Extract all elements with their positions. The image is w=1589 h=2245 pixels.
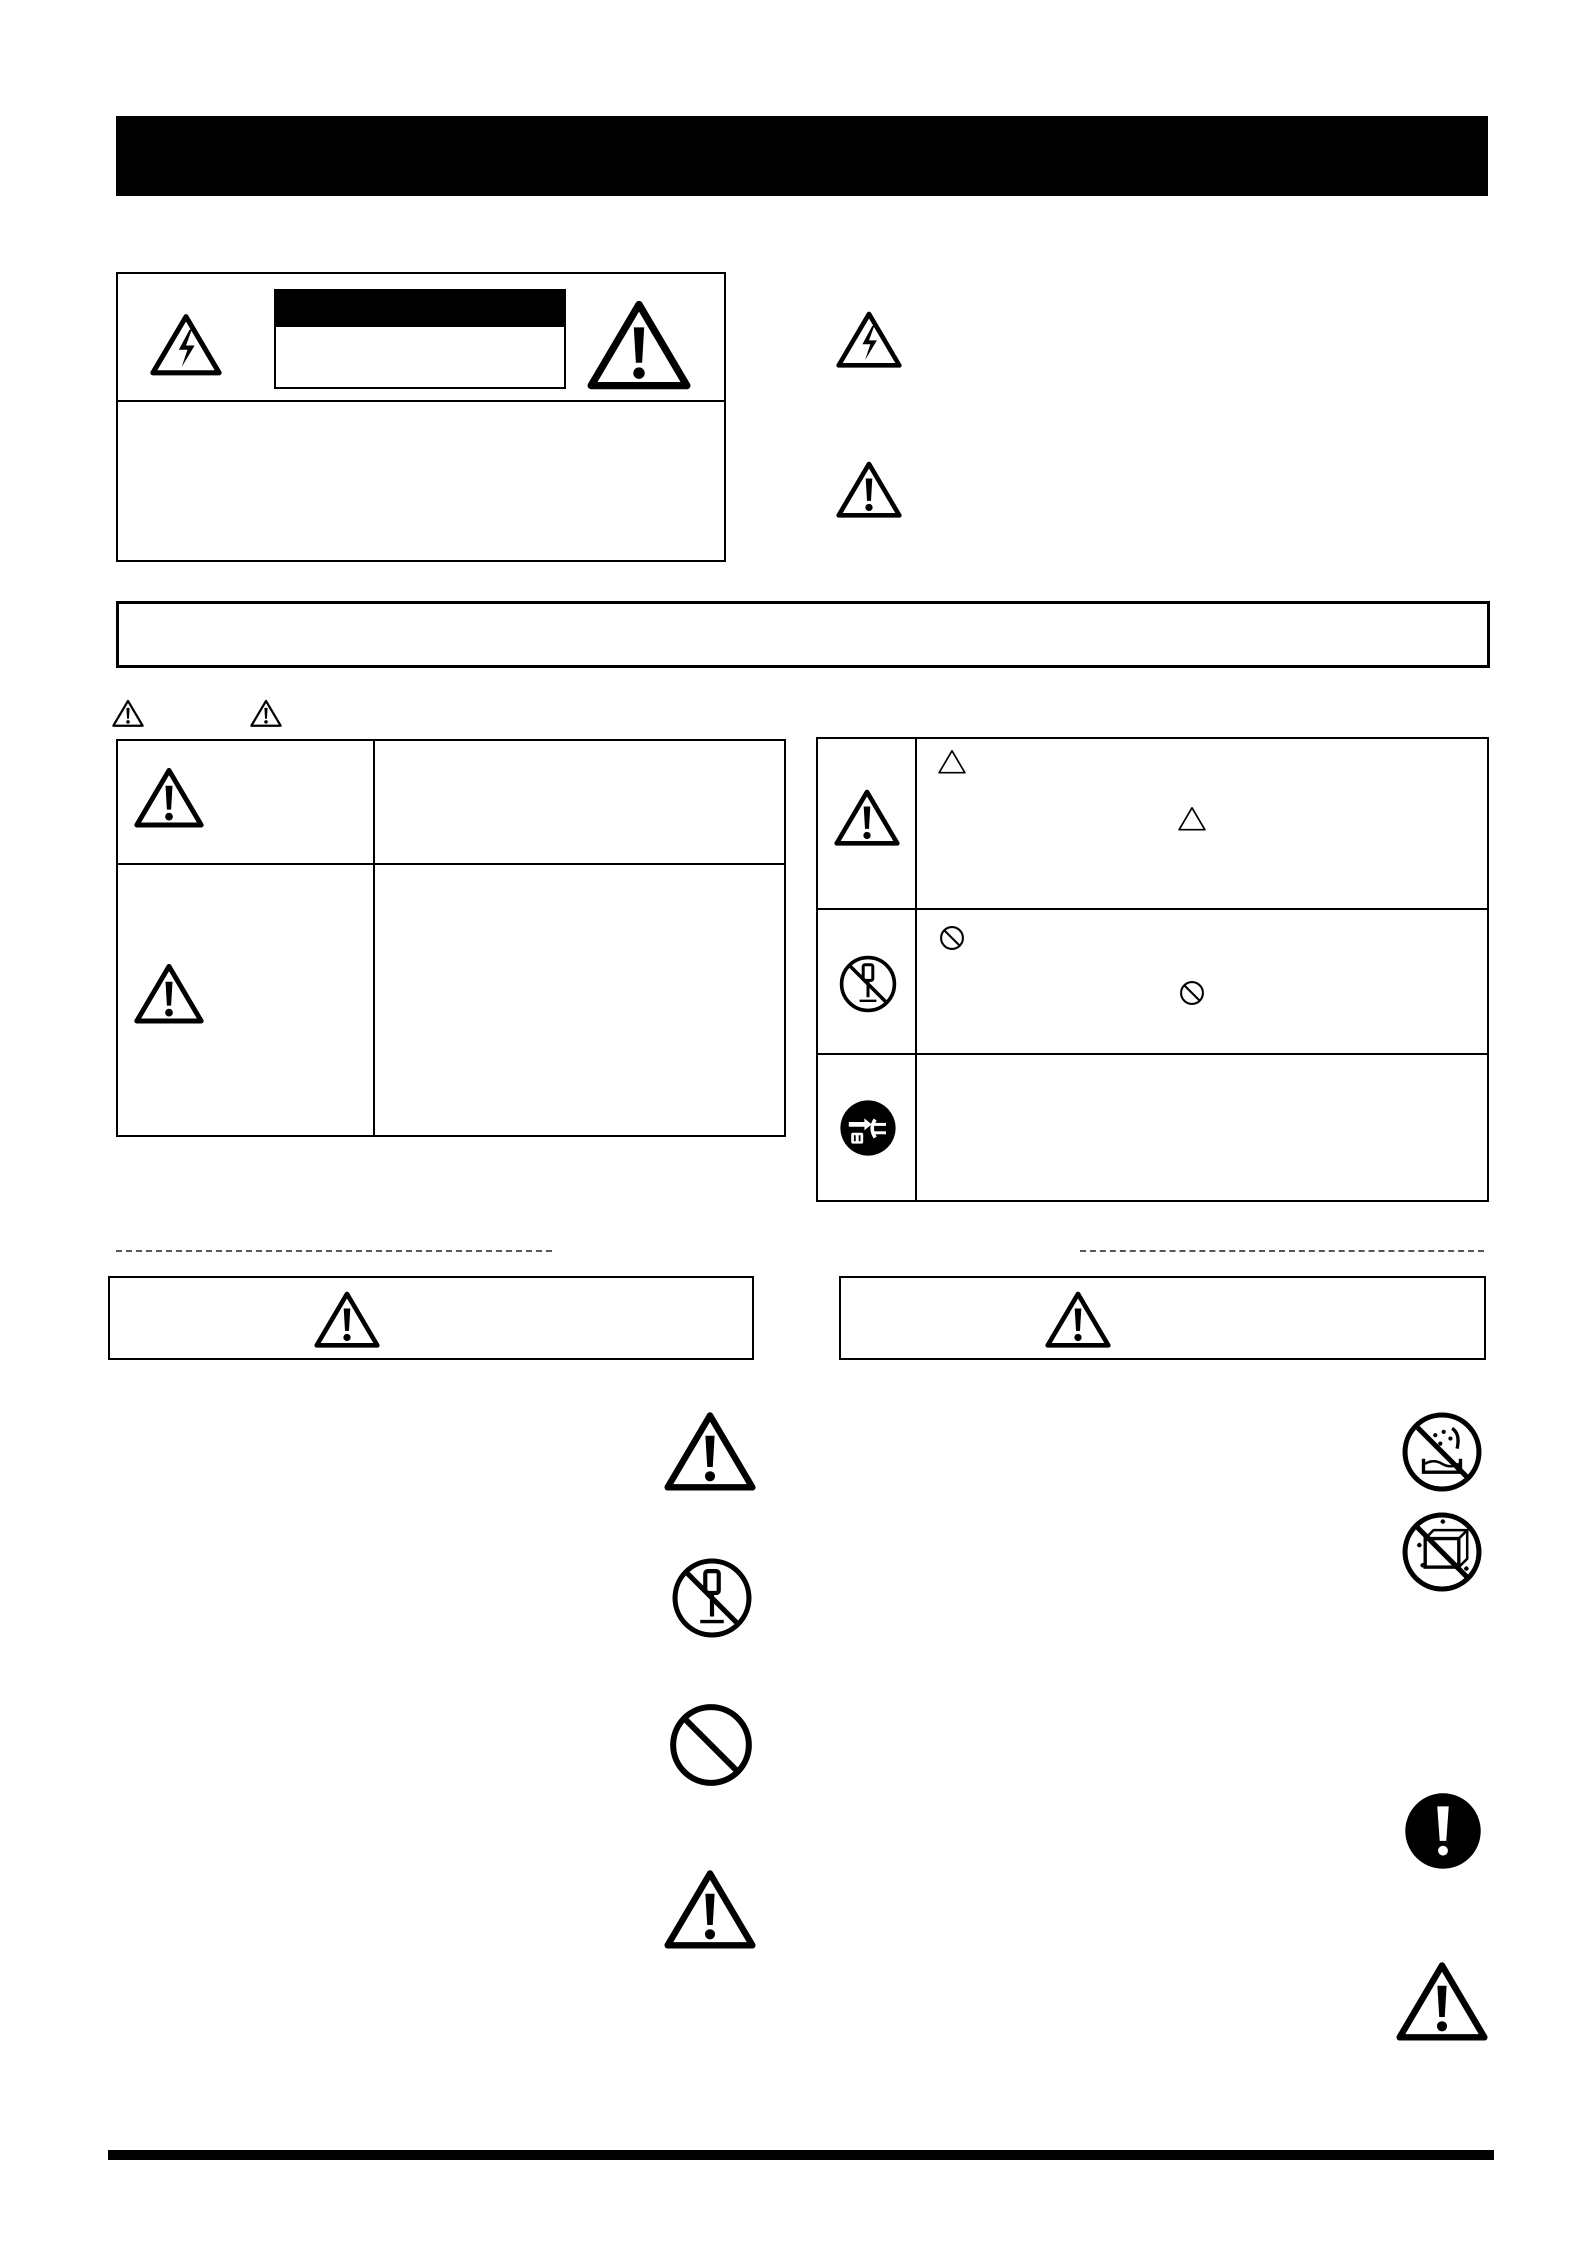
exclamation-warning-icon	[587, 298, 691, 390]
unplug-icon	[838, 1098, 898, 1158]
triangle-symbol-icon	[938, 749, 966, 774]
exclamation-warning-icon	[314, 1290, 380, 1348]
exclamation-warning-icon	[1396, 1960, 1488, 2041]
hazard-level-table	[116, 739, 786, 1137]
exclamation-warning-icon	[112, 699, 144, 727]
page-header-bar	[116, 116, 1488, 196]
no-disassembly-icon	[670, 1556, 754, 1640]
symbol-table-row-divider	[816, 908, 1489, 910]
electric-shock-warning-icon	[150, 298, 222, 390]
hazard-table-row-divider	[116, 863, 786, 865]
exclamation-warning-icon	[834, 788, 900, 846]
electric-shock-warning-icon	[836, 310, 902, 368]
warning-label-caption	[274, 289, 566, 389]
prohibition-icon	[668, 1702, 754, 1788]
no-water-icon	[1400, 1410, 1484, 1494]
instructions-banner	[116, 601, 1490, 668]
exclamation-warning-icon	[836, 460, 902, 518]
section-dashed-rule	[1080, 1250, 1484, 1252]
prohibition-symbol-icon	[939, 925, 965, 951]
exclamation-warning-icon	[250, 699, 282, 727]
exclamation-warning-icon	[134, 766, 204, 828]
prohibition-symbol-icon	[1179, 980, 1205, 1006]
symbol-table-column-divider	[915, 737, 917, 1202]
no-humidity-icon	[1400, 1510, 1484, 1594]
exclamation-warning-icon	[664, 1868, 756, 1949]
mandatory-action-icon	[1402, 1790, 1484, 1872]
symbol-table-row-divider	[816, 1053, 1489, 1055]
page-footer-rule	[108, 2150, 1494, 2160]
exclamation-warning-icon	[134, 962, 204, 1024]
triangle-symbol-icon	[1178, 806, 1206, 831]
exclamation-warning-icon	[1045, 1290, 1111, 1348]
section-dashed-rule	[116, 1250, 552, 1252]
hazard-table-column-divider	[373, 739, 375, 1137]
warning-label-divider	[116, 400, 726, 402]
no-disassembly-icon	[838, 954, 898, 1014]
warning-section-header	[108, 1276, 754, 1360]
warning-section-header	[839, 1276, 1486, 1360]
exclamation-warning-icon	[664, 1410, 756, 1491]
warning-label-caption-header	[276, 291, 564, 327]
